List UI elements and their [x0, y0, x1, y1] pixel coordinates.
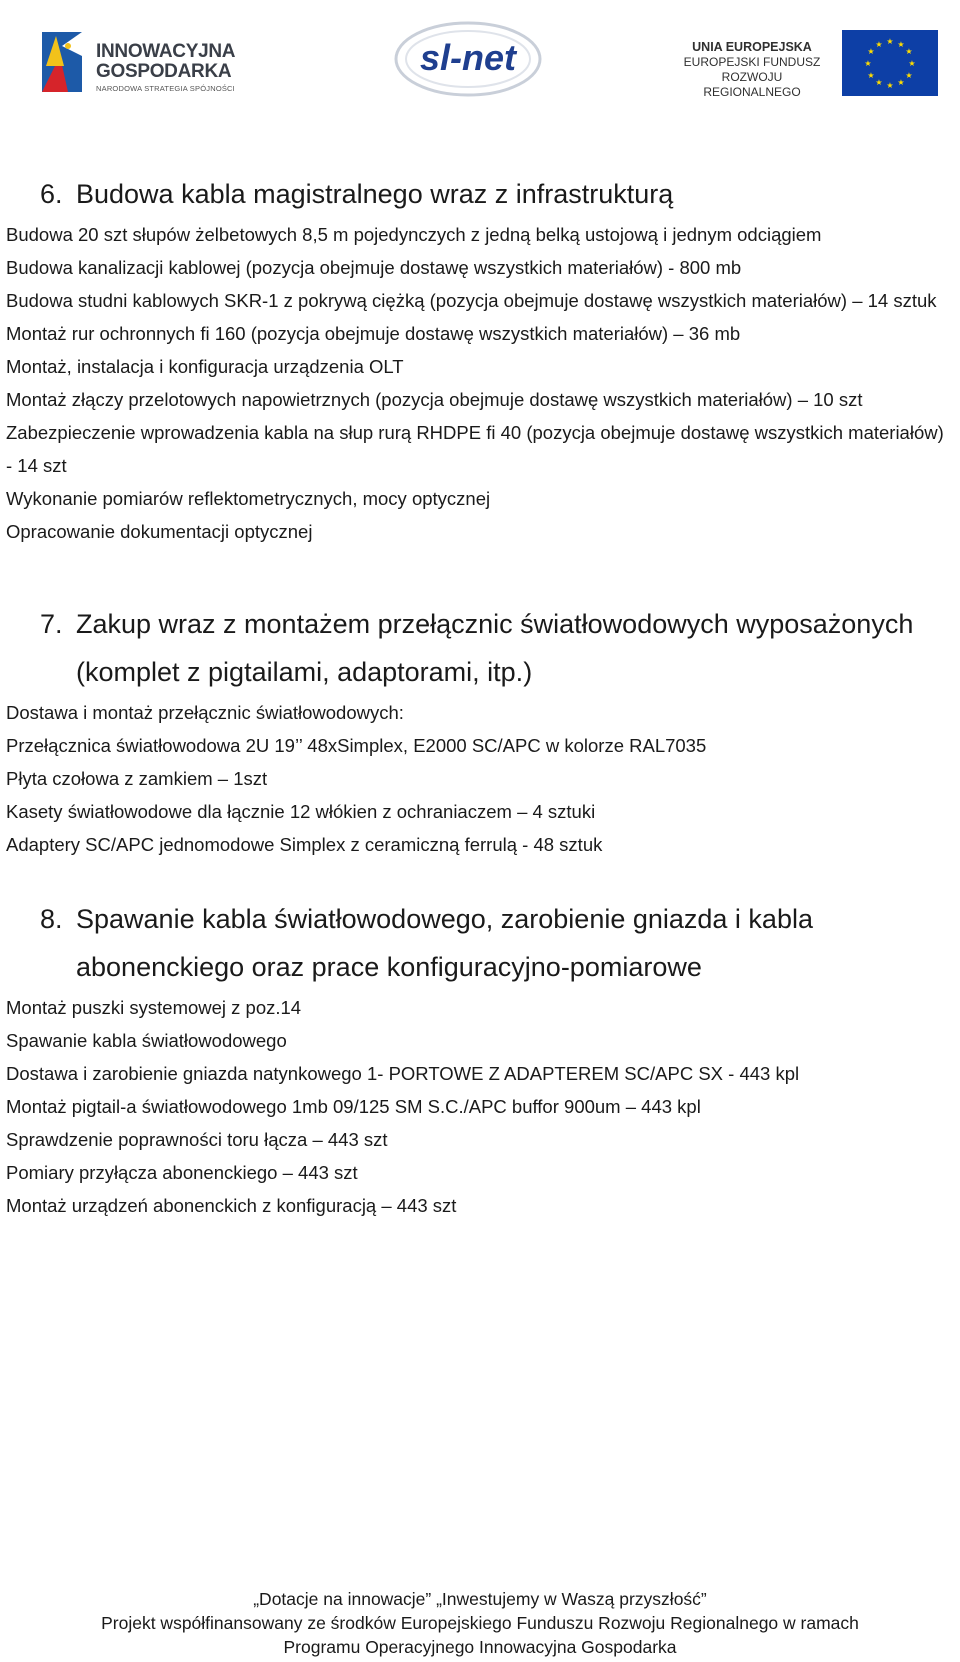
svg-text:★: ★	[886, 81, 894, 90]
list-item: Sprawdzenie poprawności toru łącza – 443 szt	[6, 1129, 388, 1150]
list-item: Wykonanie pomiarów reflektometrycznych, mocy optycznej	[6, 488, 491, 509]
svg-text:★: ★	[897, 78, 905, 87]
svg-text:★: ★	[886, 37, 894, 46]
svg-text:★: ★	[905, 47, 913, 56]
svg-text:★: ★	[875, 40, 883, 49]
svg-text:★: ★	[864, 59, 872, 68]
eu-flag-icon	[842, 30, 938, 96]
list-item: Kasety światłowodowe dla łącznie 12 włókien z ochraniaczem – 4 sztuki	[6, 801, 596, 822]
svg-text:★: ★	[875, 78, 883, 87]
list-item: Montaż rur ochronnych fi 160 (pozycja obejmuje dostawę wszystkich materiałów) – 36 mb	[6, 323, 741, 344]
list-item: Budowa kanalizacji kablowej (pozycja obejmuje dostawę wszystkich materiałów) - 800 mb	[6, 257, 742, 278]
section-7-heading: 7. Zakup wraz z montażem przełącznic światłowodowych wyposażonych (komplet z pigtailami, adaptorami, itp.)	[40, 609, 914, 687]
list-item: Dostawa i zarobienie gniazda natynkowego 1- PORTOWE Z ADAPTEREM SC/APC SX - 443 kpl	[6, 1063, 800, 1084]
section-8-heading: 8. Spawanie kabla światłowodowego, zarobienie gniazda i kabla abonenckiego oraz prace konfiguracyjno-pomiarowe	[40, 904, 813, 982]
list-item: Montaż urządzeń abonenckich z konfiguracją – 443 szt	[6, 1195, 457, 1216]
list-item: Opracowanie dokumentacji optycznej	[6, 521, 313, 542]
page-footer	[0, 1587, 960, 1659]
list-item: Przełącznica światłowodowa 2U 19’’ 48xSimplex, E2000 SC/APC w kolorze RAL7035	[6, 735, 707, 756]
ig-emblem-icon	[38, 26, 90, 98]
eu-logo	[672, 30, 940, 98]
list-item: Płyta czołowa z zamkiem – 1szt	[6, 768, 268, 789]
footer-program-name: Programu Operacyjnego Innowacyjna Gospodarka	[283, 1637, 677, 1657]
svg-text:★: ★	[867, 47, 875, 56]
svg-text:★: ★	[908, 59, 916, 68]
list-item: Pomiary przyłącza abonenckiego – 443 szt	[6, 1162, 358, 1183]
list-item: Zabezpieczenie wprowadzenia kabla na słup rurą RHDPE fi 40 (pozycja obejmuje dostawę wszystkich materiałów) - 14 szt	[6, 422, 944, 476]
document-body	[6, 170, 956, 1222]
list-item: Montaż złączy przelotowych napowietrznych (pozycja obejmuje dostawę wszystkich materiałów) – 10 szt	[6, 389, 863, 410]
innowacyjna-gospodarka-logo	[38, 22, 263, 102]
footer-slogan: „Dotacje na innowacje” „Inwestujemy w Waszą przyszłość”	[253, 1589, 707, 1609]
list-item: Adaptery SC/APC jednomodowe Simplex z ceramiczną ferrulą - 48 sztuk	[6, 834, 603, 855]
ig-subtitle: NARODOWA STRATEGIA SPÓJNOŚCI	[96, 84, 235, 93]
list-item: Montaż, instalacja i konfiguracja urządzenia OLT	[6, 356, 404, 377]
eu-text: UNIA EUROPEJSKA EUROPEJSKI FUNDUSZ ROZWOJU REGIONALNEGO	[683, 40, 821, 99]
svg-text:★: ★	[897, 40, 905, 49]
list-item: Montaż pigtail-a światłowodowego 1mb 09/125 SM S.C./APC buffor 900um – 443 kpl	[6, 1096, 701, 1117]
section-6-heading: 6. Budowa kabla magistralnego wraz z infrastrukturą	[40, 179, 674, 209]
slnet-logo	[388, 14, 548, 104]
list-item: Budowa studni kablowych SKR-1 z pokrywą ciężką (pozycja obejmuje dostawę wszystkich materiałów) – 14 sztuk	[6, 290, 937, 311]
ig-title: INNOWACYJNA GOSPODARKA	[96, 41, 236, 82]
list-item: Dostawa i montaż przełącznic światłowodowych:	[6, 702, 404, 723]
slnet-text: sl-net	[419, 37, 517, 78]
list-item: Spawanie kabla światłowodowego	[6, 1030, 287, 1051]
list-item: Montaż puszki systemowej z poz.14	[6, 997, 302, 1018]
list-item: Budowa 20 szt słupów żelbetowych 8,5 m pojedynczych z jedną belką ustojową i jednym odciągiem	[6, 224, 822, 245]
svg-text:★: ★	[867, 71, 875, 80]
svg-text:★: ★	[905, 71, 913, 80]
footer-funding-note: Projekt współfinansowany ze środków Europejskiego Funduszu Rozwoju Regionalnego w ramach	[101, 1613, 859, 1633]
slnet-logo-icon	[388, 14, 548, 104]
